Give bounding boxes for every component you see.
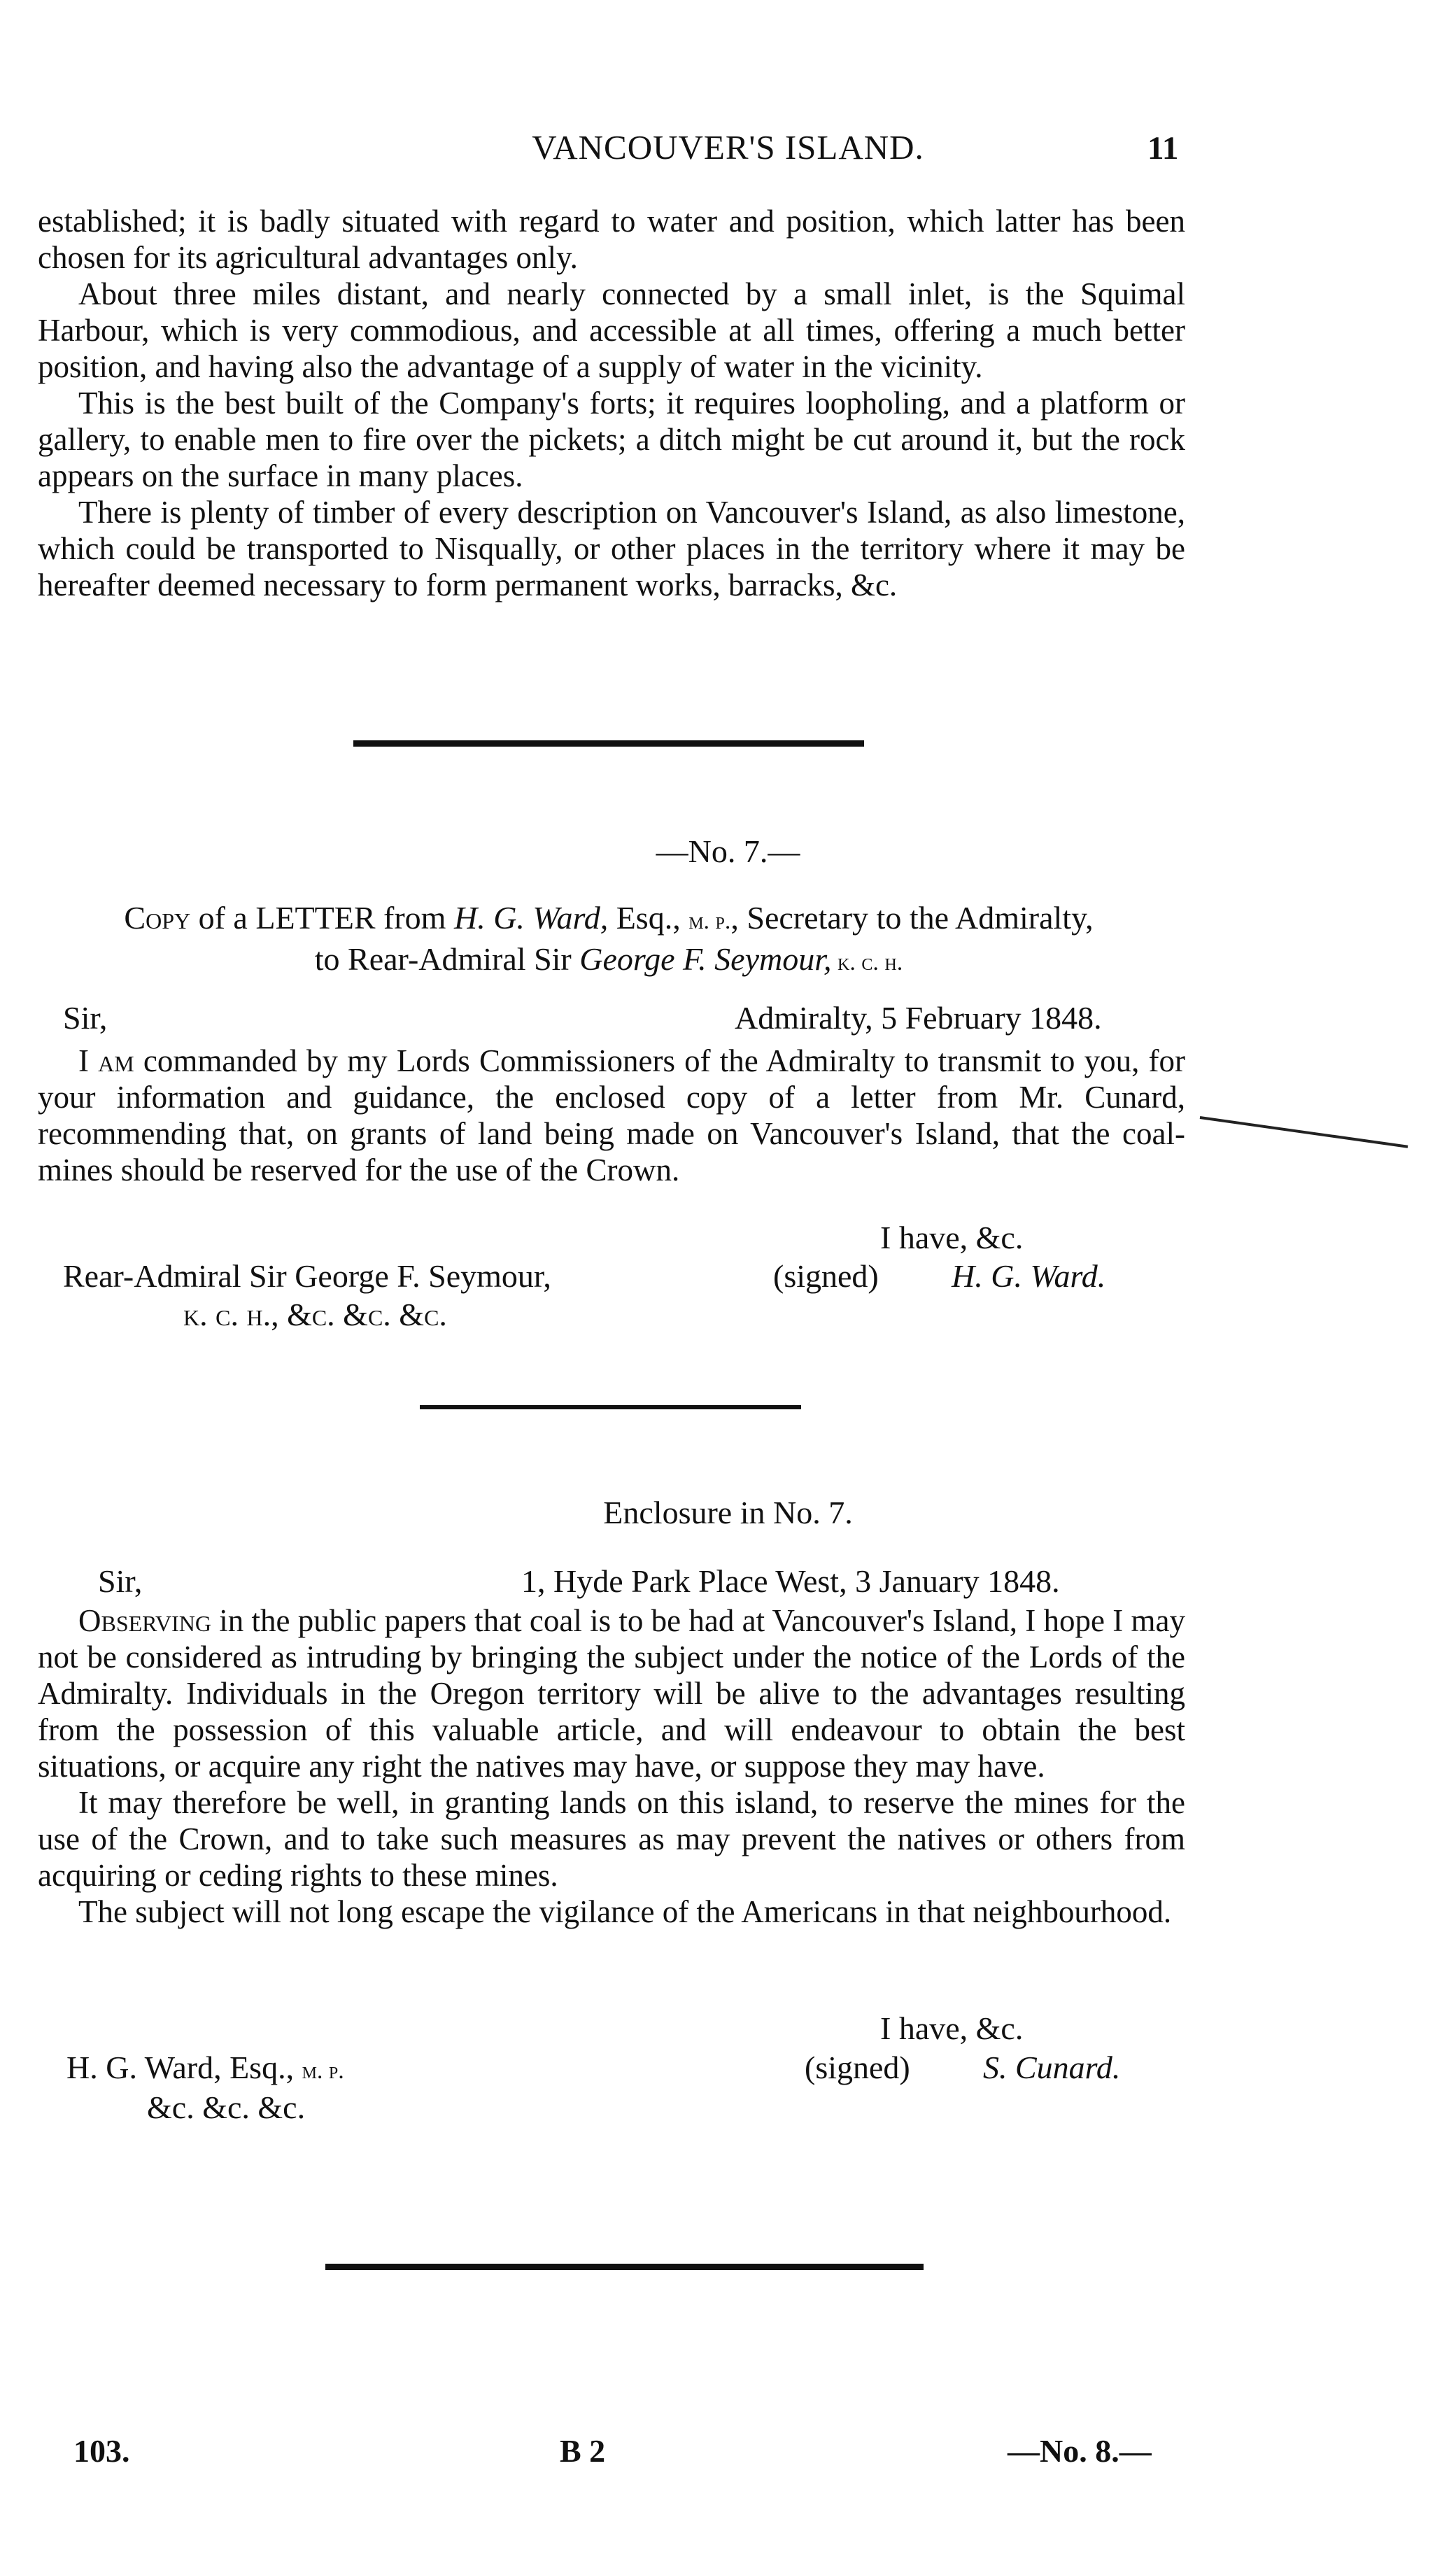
letter-addressee: Rear-Admiral Sir George F. Seymour,: [63, 1258, 551, 1294]
page-number: 11: [1147, 130, 1179, 167]
title-copy: Copy: [124, 900, 191, 936]
enclosure-body-lead: Observing: [78, 1603, 211, 1638]
enclosure-paragraph-2: It may therefore be well, in granting lands on this island, to reserve the mines for the use of the Crown, and to take such measures as may prevent the natives or others from acquiring or ceding rights to these mines.: [38, 1785, 1185, 1893]
letter-signed: (signed): [773, 1258, 879, 1294]
enclosure-heading: Enclosure in No. 7.: [603, 1495, 853, 1530]
margin-pen-stroke: [1200, 1116, 1408, 1148]
intro-paragraph-2: About three miles distant, and nearly connected by a small inlet, is the Squimal Harbour, which is very commodious, and accessible at all times, offering a much better position, and having also the advantage of a supply of water in the vicinity.: [38, 276, 1185, 384]
footer-left: 103.: [73, 2433, 130, 2469]
enclosure-paragraph-1: in the public papers that coal is to be had at Vancouver's Island, I hope I may not be considered as intruding by bringing the subject under the notice of the Lords of the Admiralty. Individuals in the Oregon territory will be alive to the advantages resulting from the possession of this valuable article, and will endeavour to obtain the best situations, or acquire any right the natives may have, or suppose they may have.: [38, 1603, 1185, 1784]
footer-catchword: —No. 8.—: [1008, 2433, 1152, 2469]
title-letter: LETTER: [255, 900, 376, 936]
intro-text: [38, 203, 1185, 603]
enclosure-addressee-name: H. G. Ward, Esq.,: [66, 2050, 302, 2085]
title-to: to Rear-Admiral Sir: [314, 941, 580, 977]
enclosure-signed: (signed): [805, 2050, 910, 2085]
letter-signature: H. G. Ward.: [952, 1258, 1106, 1294]
title-sender: H. G. Ward,: [453, 900, 609, 936]
section-divider-2: [420, 1405, 801, 1409]
letter-salutation: Sir,: [63, 1000, 108, 1036]
enclosure-salutation: Sir,: [98, 1563, 143, 1599]
letter-body-text: commanded by my Lords Commissioners of the Admiralty to transmit to you, for your information and guidance, the enclosed copy of a letter from Mr. Cunard, recommending that, on grants of land being made on Vancouver's Island, that the coal-mines should be reserved for the use of the Crown.: [38, 1043, 1185, 1187]
letter-addressee-line2: k. c. h., &c. &c. &c.: [183, 1297, 447, 1332]
title-esq: Esq.,: [608, 900, 689, 936]
section-divider-3: [325, 2264, 924, 2270]
running-head-title: VANCOUVER'S ISLAND.: [532, 128, 924, 167]
enclosure-addressee-mp: m. p.: [302, 2058, 344, 2084]
enclosure-place-date: 1, Hyde Park Place West, 3 January 1848.: [521, 1563, 1060, 1599]
footer-signature-mark: B 2: [560, 2433, 606, 2469]
intro-paragraph-3: This is the best built of the Company's forts; it requires loopholing, and a platform or gallery, to enable men to fire over the pickets; a ditch might be cut around it, but the rock appears on the surface in many places.: [38, 386, 1185, 493]
title-mp: m. p.: [688, 908, 731, 934]
letter-title: [28, 899, 1189, 982]
enclosure-addressee-line2: &c. &c. &c.: [147, 2089, 306, 2125]
section-divider-1: [353, 740, 864, 747]
letter-body-lead: I am: [78, 1043, 134, 1078]
letter-place-date: Admiralty, 5 February 1848.: [735, 1000, 1102, 1036]
enclosure-body: [38, 1602, 1185, 1930]
title-kch: k. c. h.: [831, 950, 903, 975]
title-from: from: [375, 900, 454, 936]
letter-number: —No. 7.—: [656, 833, 800, 869]
title-of: of a: [190, 900, 256, 936]
enclosure-closing: I have, &c.: [880, 2010, 1024, 2046]
enclosure-paragraph-3: The subject will not long escape the vigilance of the Americans in that neighbourhood.: [78, 1894, 1172, 1929]
title-recipient: George F. Seymour,: [579, 941, 832, 977]
enclosure-addressee: [66, 2049, 344, 2086]
title-role: , Secretary to the Admiralty,: [730, 900, 1094, 936]
letter-body: [38, 1043, 1185, 1188]
enclosure-signature: S. Cunard.: [983, 2050, 1121, 2085]
letter-closing: I have, &c.: [880, 1220, 1024, 1255]
intro-paragraph-1: established; it is badly situated with regard to water and position, which latter has been chosen for its agricultural advantages only.: [38, 204, 1185, 275]
intro-paragraph-4: There is plenty of timber of every description on Vancouver's Island, as also limestone, which could be transported to Nisqually, or other places in the territory where it may be hereafter deemed necessary to form permanent works, barracks, &c.: [38, 495, 1185, 602]
